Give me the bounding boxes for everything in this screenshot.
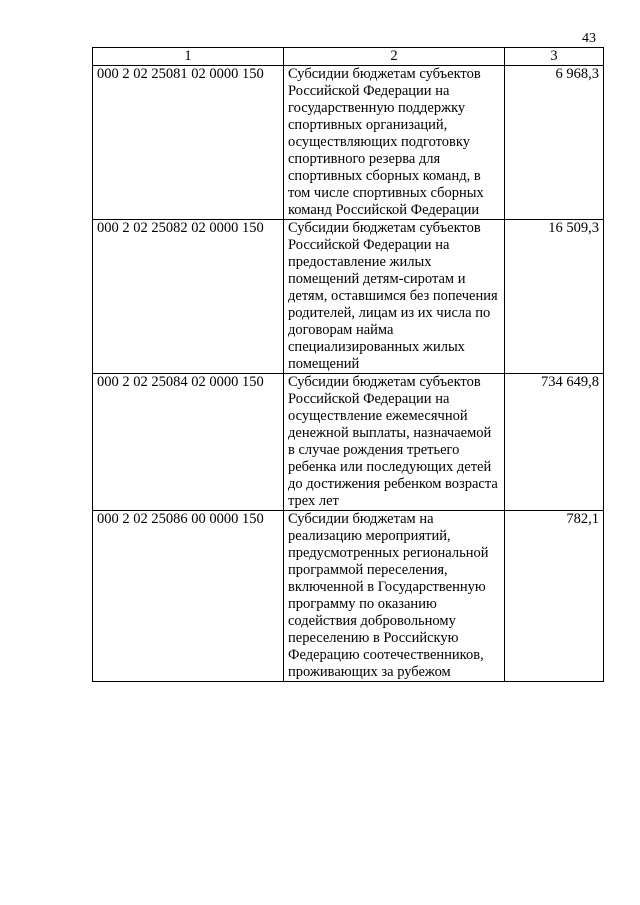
amount-cell: 734 649,8 [505,374,604,511]
budget-table [92,47,604,682]
budget-code-cell: 000 2 02 25082 02 0000 150 [93,220,284,374]
description-cell: Субсидии бюджетам субъектов Российской Федерации на осуществление ежемесячной денежной выплаты, назначаемой в случае рождения третьего ребенка или последующих детей до достижения ребенком возраста трех лет [284,374,505,511]
amount-cell: 16 509,3 [505,220,604,374]
budget-code-cell: 000 2 02 25084 02 0000 150 [93,374,284,511]
table-row [93,66,604,220]
table-row [93,511,604,682]
table-row [93,374,604,511]
amount-cell: 782,1 [505,511,604,682]
table-header-row [93,48,604,66]
description-cell: Субсидии бюджетам на реализацию мероприятий, предусмотренных региональной программой переселения, включенной в Государственную программу по оказанию содействия добровольному переселению в Российскую Федерацию соотечественников, проживающих за рубежом [284,511,505,682]
column-header-2: 2 [284,48,505,66]
budget-code-cell: 000 2 02 25081 02 0000 150 [93,66,284,220]
amount-cell: 6 968,3 [505,66,604,220]
table-row [93,220,604,374]
page-number: 43 [582,31,596,46]
column-header-1: 1 [93,48,284,66]
budget-code-cell: 000 2 02 25086 00 0000 150 [93,511,284,682]
column-header-3: 3 [505,48,604,66]
description-cell: Субсидии бюджетам субъектов Российской Федерации на государственную поддержку спортивных организаций, осуществляющих подготовку спортивного резерва для спортивных сборных команд, в том числе спортивных сборных команд Российской Федерации [284,66,505,220]
description-cell: Субсидии бюджетам субъектов Российской Федерации на предоставление жилых помещений детям-сиротам и детям, оставшимся без попечения родителей, лицам из их числа по договорам найма специализированных жилых помещений [284,220,505,374]
